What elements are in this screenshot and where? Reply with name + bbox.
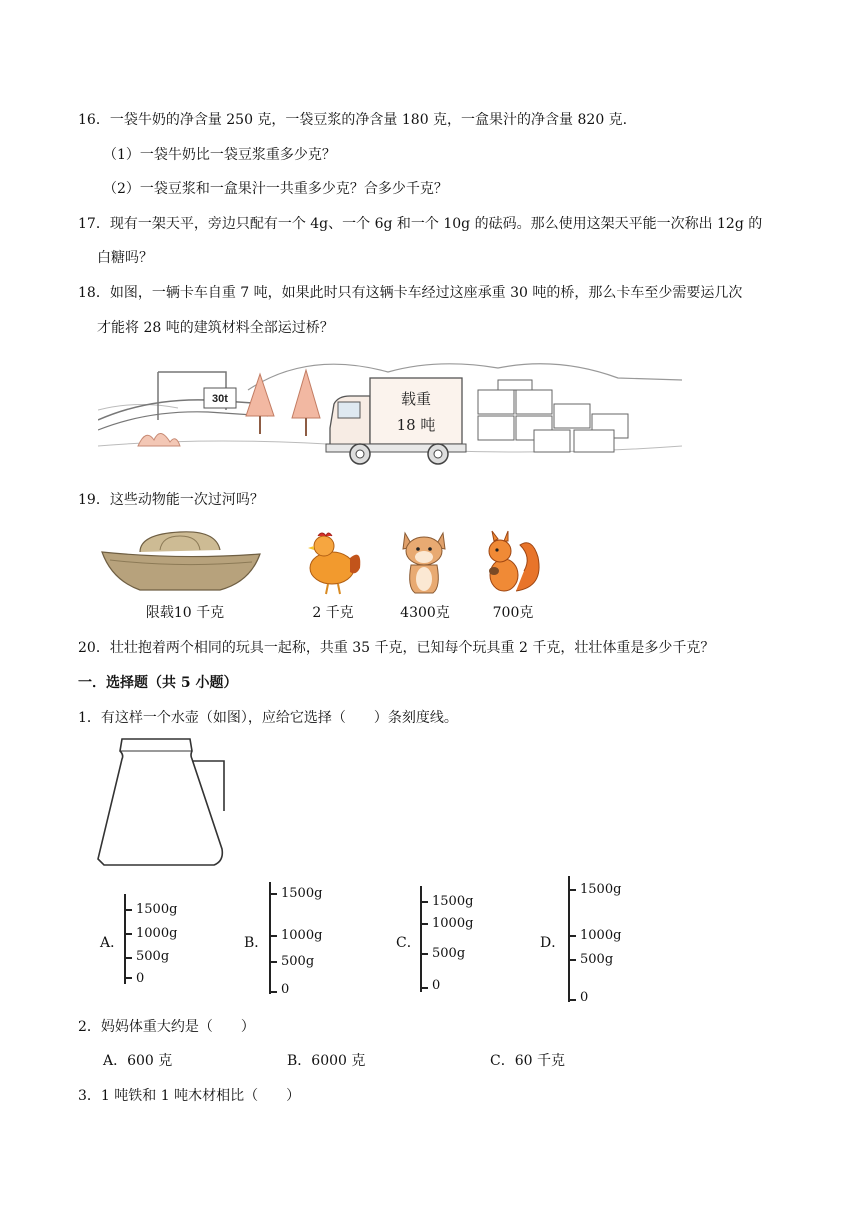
animal-weight-chicken: 2 千克: [312, 605, 354, 621]
animal-weight-squirrel: 700克: [492, 605, 534, 621]
option-a-label: A．: [100, 935, 125, 951]
q16-sub1: （1）一袋牛奶比一袋豆浆重多少克？: [103, 147, 336, 163]
option-c-label: C．: [396, 935, 421, 951]
animal-weight-dog: 4300克: [400, 605, 450, 621]
option-c-tick-1500: 1500g: [432, 894, 474, 909]
option-d-label: D．: [540, 935, 566, 951]
c2-option-a: A．600 克: [103, 1053, 173, 1069]
q18-line1: 18．如图，一辆卡车自重 7 吨，如果此时只有这辆卡车经过这座承重 30 吨的桥，那么卡车至少需要运几次: [78, 285, 743, 301]
truck-text-line1: 载重: [400, 390, 432, 408]
q19-stem: 19．这些动物能一次过河吗？: [78, 492, 264, 508]
option-d-tick-1500: 1500g: [580, 882, 622, 897]
kettle-illustration: [96, 735, 228, 869]
option-a-tick-1000: 1000g: [136, 926, 178, 941]
q16-sub2: （2）一袋豆浆和一盒果汁一共重多少克？合多少千克？: [103, 181, 448, 197]
q20-stem: 20．壮壮抱着两个相同的玩具一起称，共重 35 千克，已知每个玩具重 2 千克，壮壮体重是多少千克？: [78, 640, 715, 656]
option-b-tick-1000: 1000g: [281, 928, 323, 943]
option-a-tick-1500: 1500g: [136, 902, 178, 917]
chicken-icon: [300, 528, 366, 596]
option-d-tick-0: 0: [580, 990, 589, 1005]
bridge-sign-text: 30t: [212, 393, 228, 405]
option-b-scale-line: [267, 880, 277, 998]
option-d-tick-500: 500g: [580, 952, 614, 967]
dog-icon: [395, 527, 453, 597]
q18-line2: 才能将 28 吨的建筑材料全部运过桥？: [97, 320, 334, 336]
truck-text-line2: 18 吨: [396, 416, 436, 434]
option-b-tick-0: 0: [281, 982, 290, 997]
q17-line1: 17．现有一架天平，旁边只配有一个 4g、一个 6g 和一个 10g 的砝码。那么使用这架天平能一次称出 12g 的: [78, 216, 763, 232]
option-b-scale: [267, 880, 337, 998]
option-b-label: B．: [244, 935, 269, 951]
q16-stem: 16．一袋牛奶的净含量 250 克，一袋豆浆的净含量 180 克，一盒果汁的净含量 820 克.: [78, 112, 628, 128]
option-b-tick-500: 500g: [281, 954, 315, 969]
c2-option-c: C．60 千克: [490, 1053, 565, 1069]
c3-stem: 3．1 吨铁和 1 吨木材相比（ ）: [78, 1088, 301, 1104]
option-a-tick-500: 500g: [136, 949, 170, 964]
boat-icon: [100, 530, 262, 594]
squirrel-icon: [480, 527, 542, 597]
option-c-tick-1000: 1000g: [432, 916, 474, 931]
c2-option-b: B．6000 克: [287, 1053, 366, 1069]
option-a-scale-line: [122, 892, 132, 988]
c1-stem: 1．有这样一个水壶（如图），应给它选择（ ）条刻度线。: [78, 710, 458, 726]
option-b-tick-1500: 1500g: [281, 886, 323, 901]
truck-bridge-illustration: [98, 350, 682, 468]
section-title: 一．选择题（共 5 小题）: [78, 675, 238, 691]
option-d-scale: [566, 874, 636, 1008]
option-d-tick-1000: 1000g: [580, 928, 622, 943]
option-a-tick-0: 0: [136, 971, 145, 986]
option-a-scale: [122, 892, 192, 988]
option-c-tick-0: 0: [432, 978, 441, 993]
option-d-scale-line: [566, 874, 576, 1008]
q17-line2: 白糖吗？: [97, 250, 153, 266]
option-c-scale: [418, 884, 488, 996]
boat-label: 限载10 千克: [145, 605, 225, 621]
option-c-scale-line: [418, 884, 428, 996]
option-c-tick-500: 500g: [432, 946, 466, 961]
c2-stem: 2．妈妈体重大约是（ ）: [78, 1019, 255, 1035]
